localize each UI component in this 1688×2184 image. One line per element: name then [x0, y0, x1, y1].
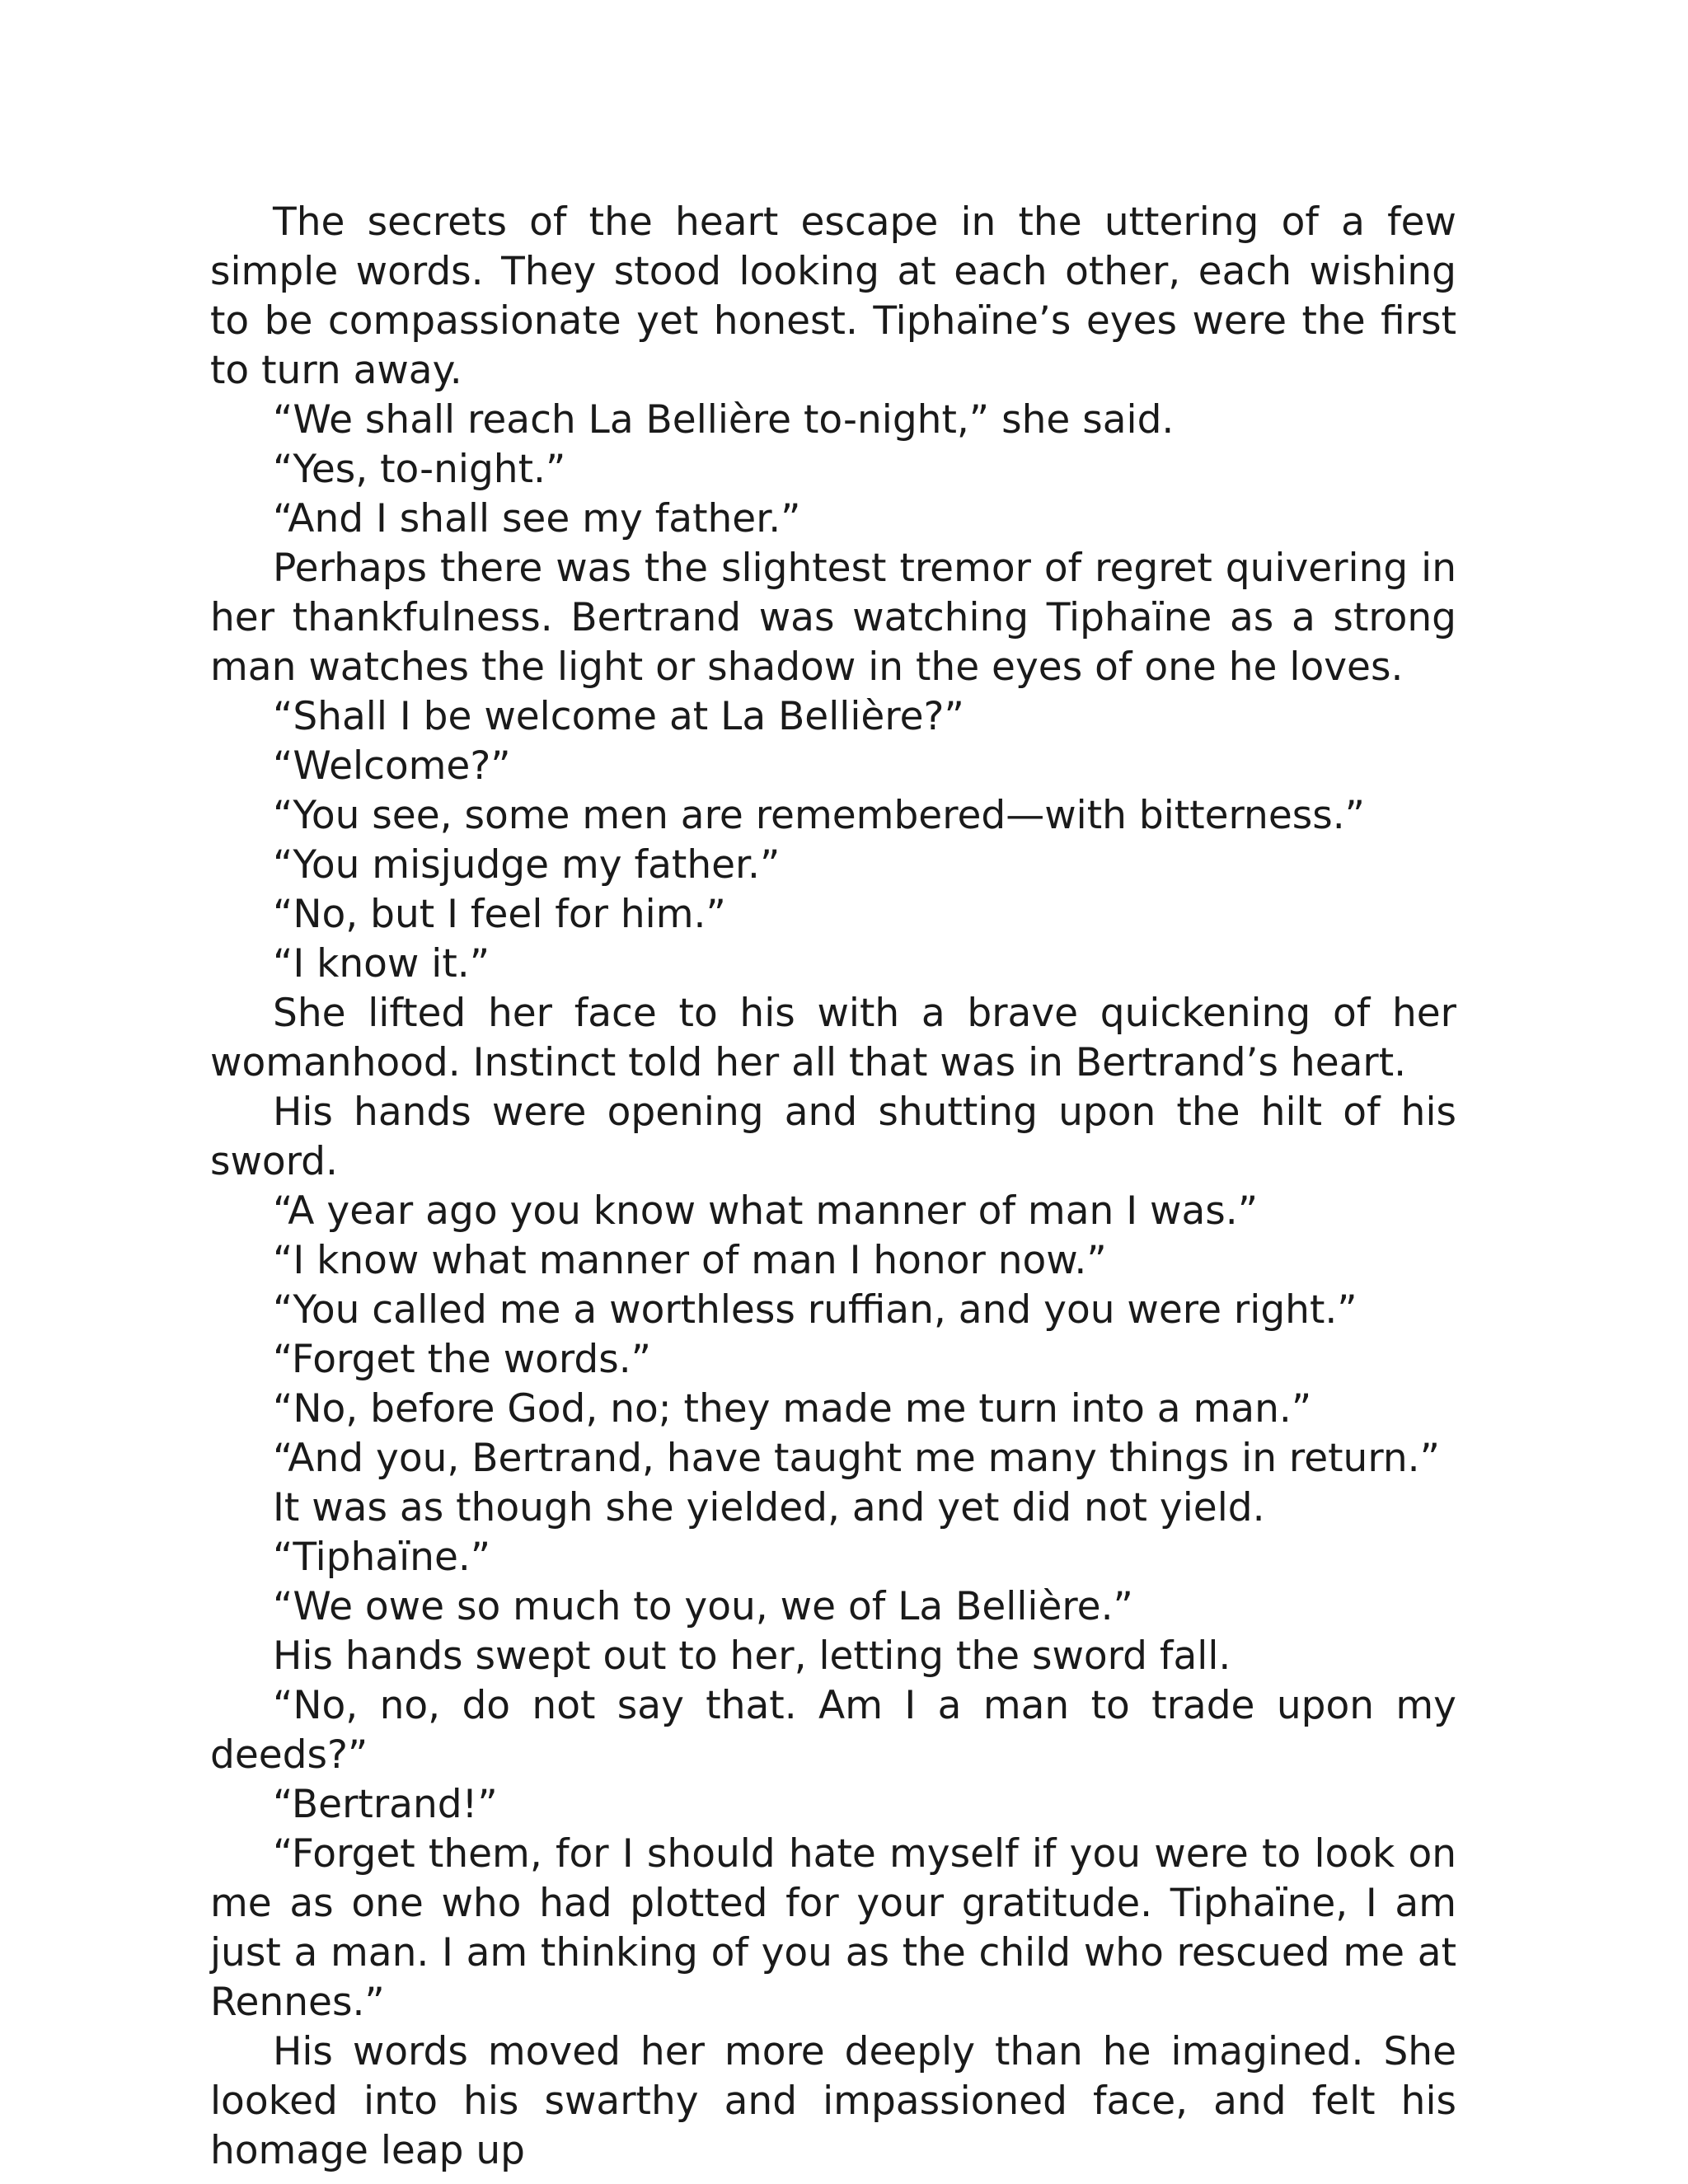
paragraph: “Yes, to-night.”: [273, 447, 566, 492]
paragraph: It was as though she yielded, and yet did not yield.: [273, 1485, 1265, 1530]
paragraph: His hands were opening and shutting upon the hilt of his sword.: [210, 1090, 1456, 1184]
paragraph: “You see, some men are remembered—with bitterness.”: [273, 793, 1366, 838]
paragraph: “And you, Bertrand, have taught me many things in return.”: [273, 1436, 1440, 1481]
paragraph: “I know it.”: [273, 941, 490, 987]
paragraph: “Bertrand!”: [273, 1782, 498, 1827]
paragraph: “Shall I be welcome at La Bellière?”: [273, 694, 964, 739]
paragraph: “We owe so much to you, we of La Bellière.”: [273, 1584, 1133, 1629]
paragraph: The secrets of the heart escape in the uttering of a few simple words. They stood looking at each other, each wishing to be compassionate yet honest. Tiphaïne’s eyes were the first to turn away.: [210, 199, 1456, 393]
paragraph: His words moved her more deeply than he imagined. She looked into his swarthy and impassioned face, and felt his homage leap up: [210, 2029, 1456, 2173]
paragraph: “And I shall see my father.”: [273, 496, 801, 541]
paragraph: “Forget them, for I should hate myself if you were to look on me as one who had plotted for your gratitude. Tiphaïne, I am just a man. I am thinking of you as the child who rescued me at Rennes.”: [210, 1831, 1456, 2025]
page-body: [210, 198, 1456, 2176]
paragraph: “You misjudge my father.”: [273, 842, 781, 888]
paragraph: “We shall reach La Bellière to-night,” she said.: [273, 397, 1175, 443]
paragraph: She lifted her face to his with a brave quickening of her womanhood. Instinct told her all that was in Bertrand’s heart.: [210, 991, 1456, 1085]
paragraph: “You called me a worthless ruffian, and you were right.”: [273, 1287, 1357, 1333]
paragraph: His hands swept out to her, letting the sword fall.: [273, 1633, 1231, 1679]
paragraph: “A year ago you know what manner of man I was.”: [273, 1188, 1259, 1234]
paragraph: “Forget the words.”: [273, 1337, 652, 1382]
paragraph: “Tiphaïne.”: [273, 1535, 491, 1580]
paragraph: “Welcome?”: [273, 743, 511, 789]
paragraph: “No, before God, no; they made me turn into a man.”: [273, 1386, 1312, 1432]
paragraph: Perhaps there was the slightest tremor of regret quivering in her thankfulness. Bertrand was watching Tiphaïne as a strong man watches the light or shadow in the eyes of one he loves.: [210, 546, 1456, 690]
paragraph: “No, but I feel for him.”: [273, 892, 726, 937]
paragraph: “I know what manner of man I honor now.”: [273, 1238, 1107, 1283]
paragraph: “No, no, do not say that. Am I a man to trade upon my deeds?”: [210, 1683, 1456, 1778]
